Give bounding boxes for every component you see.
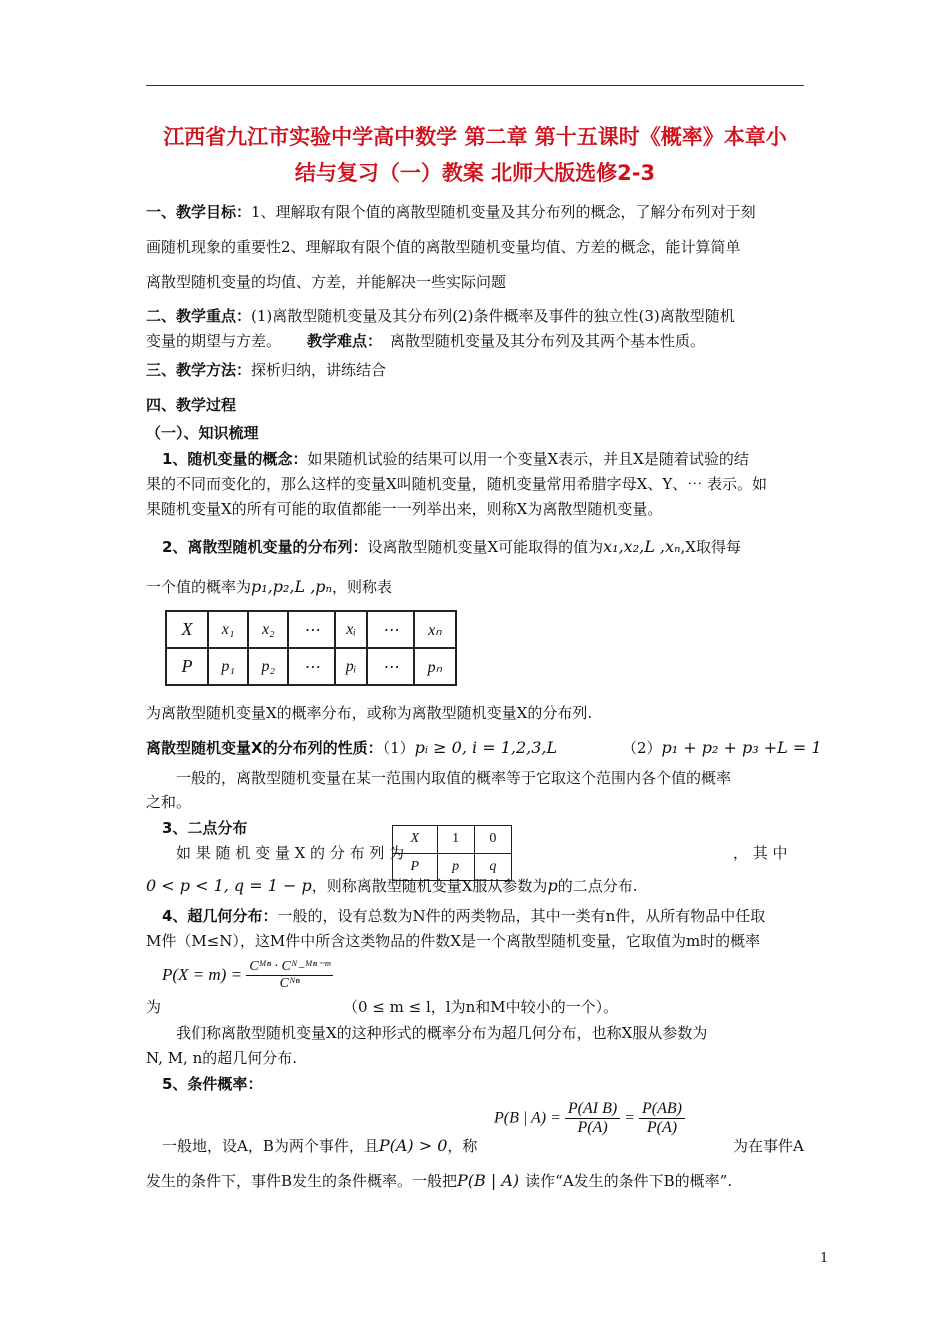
objectives-line3: 离散型随机变量的均值、方差，并能解决一些实际问题: [146, 273, 507, 291]
hyper-numerator: Cᴹⁿ · Cᴺ₋ᴹⁿ⁻ᵐ: [246, 958, 333, 976]
distribution-line2: [146, 577, 806, 597]
distribution-text1: 设离散型随机变量X可能取得的值为: [367, 538, 604, 556]
difficulty-text: 离散型随机变量及其分布列及其两个基本性质。: [390, 332, 706, 350]
knowledge-heading: （一）、知识梳理: [146, 424, 259, 442]
conditional-heading: 5、条件概率：: [162, 1075, 263, 1093]
two-point-text1: 如 果 随 机 变 量 X 的 分 布 列 为: [176, 844, 405, 862]
conditional-text2: 发生的条件下，事件B发生的条件概率。一般把: [146, 1172, 458, 1190]
key-points-text2: 变量的期望与方差。: [146, 332, 282, 350]
conditional-formula: [494, 1100, 685, 1137]
fraction1-numerator: P(AI B): [565, 1100, 620, 1119]
hyper-lhs: P(X = m) =: [162, 965, 243, 984]
hyper-line1: [162, 906, 822, 926]
difficulty-heading: 教学难点：: [307, 332, 383, 350]
distribution-table: [165, 610, 457, 686]
two-point-line2: [146, 876, 806, 896]
property-label1: （1）: [382, 739, 415, 757]
two-point-text1b: ， 其 中: [733, 844, 788, 862]
table-cell: p₁: [208, 648, 248, 685]
methods-line: [146, 360, 806, 380]
objectives-heading: 一、教学目标：: [146, 203, 252, 221]
objectives-line1: [146, 202, 806, 222]
property-formula2: p₁ + p₂ + p₃ +L = 1: [661, 738, 822, 757]
distribution-after: 为离散型随机变量X的概率分布，或称为离散型随机变量X的分布列.: [146, 704, 593, 722]
conditional-lhs: P(B | A) =: [494, 1109, 561, 1127]
hyper-line5: N, M, n的超几何分布.: [146, 1049, 298, 1067]
properties-line1b: [622, 738, 822, 758]
conditional-text1c: 为在事件A: [733, 1137, 804, 1155]
distribution-text2: 一个值的概率为: [146, 578, 252, 596]
p-values: p₁,p₂,L ,pₙ: [251, 577, 333, 596]
table-cell: ⋯: [367, 648, 413, 685]
methods-text: 探析归纳，讲练结合: [251, 361, 387, 379]
hyper-heading: 4、超几何分布：: [162, 907, 278, 925]
conditional-text1: 一般地，设A，B为两个事件，且: [162, 1137, 379, 1155]
random-variable-text1: 如果随机试验的结果可以用一个变量X表示，并且X是随着试验的结: [307, 450, 749, 468]
table-row: [166, 648, 456, 685]
table-cell: pᵢ: [335, 648, 367, 685]
x-values: x₁,x₂,L ,xₙ: [603, 537, 681, 556]
table-cell: xₙ: [414, 611, 456, 648]
table-cell: X: [166, 611, 208, 648]
objectives-text1: 1、理解取有限个值的离散型随机变量及其分布列的概念，了解分布列对于刻: [251, 203, 756, 221]
hyper-line2: M件（M≤N），这M件中所含这类物品的件数X是一个离散型随机变量，它取值为m时的概率: [146, 932, 761, 950]
conditional-pa: P(A) > 0: [378, 1136, 448, 1155]
table-cell: p₂: [248, 648, 288, 685]
random-variable-line2: 果的不同而变化的，那么这样的变量X叫随机变量，随机变量常用希腊字母X、Y、⋯ 表示。如: [146, 475, 768, 493]
hyper-fraction: [246, 958, 333, 992]
table-cell: p: [437, 853, 474, 881]
page-number: 1: [820, 1251, 829, 1266]
conditional-text2b: 读作“A发生的条件下B的概率”.: [525, 1172, 733, 1190]
property-formula1: pᵢ ≥ 0, i = 1,2,3,L: [414, 738, 558, 757]
table-cell: 0: [474, 826, 511, 854]
table-cell: q: [474, 853, 511, 881]
table-cell: ⋯: [288, 648, 334, 685]
properties-heading: 离散型随机变量X的分布列的性质：: [146, 739, 383, 757]
conditional-line2: [146, 1171, 806, 1191]
table-row: [166, 611, 456, 648]
objectives-line2: 画随机现象的重要性2、理解取有限个值的离散型随机变量均值、方差的概念，能计算简单: [146, 238, 741, 256]
methods-heading: 三、教学方法：: [146, 361, 252, 379]
hyper-formula: [162, 958, 333, 992]
two-point-condition: 0 < p < 1, q = 1 − p: [146, 876, 312, 895]
key-points-line1: [146, 306, 806, 326]
fraction1-denominator: P(A): [577, 1119, 608, 1136]
two-point-heading: 3、二点分布: [162, 819, 248, 837]
conditional-fraction2: [639, 1100, 685, 1137]
distribution-text2b: ，则称表: [332, 578, 393, 596]
properties-line3: 之和。: [146, 793, 192, 811]
distribution-heading: 2、离散型随机变量的分布列：: [162, 538, 368, 556]
random-variable-heading: 1、随机变量的概念：: [162, 450, 308, 468]
hyper-line4: 我们称离散型随机变量X的这种形式的概率分布为超几何分布，也称X服从参数为: [176, 1024, 708, 1042]
page-title-line2: 结与复习（一）教案 北师大版选修2-3: [294, 161, 656, 185]
two-point-text2b: 的二点分布.: [557, 877, 638, 895]
header-rule: [146, 85, 804, 86]
equals-sign: =: [624, 1109, 635, 1127]
conditional-pba: P(B | A): [457, 1171, 520, 1190]
properties-line2: 一般的，离散型随机变量在某一范围内取值的概率等于它取这个范围内各个值的概率: [176, 769, 732, 787]
hyper-text1: 一般的，设有总数为N件的两类物品，其中一类有n件，从所有物品中任取: [277, 907, 766, 925]
table-cell: ⋯: [367, 611, 413, 648]
table-cell: x₁: [208, 611, 248, 648]
hyper-cond: （0 ≤ m ≤ l，l为n和M中较小的一个）。: [343, 998, 619, 1016]
fraction2-numerator: P(AB): [639, 1100, 685, 1119]
key-points-text1: (1)离散型随机变量及其分布列(2)条件概率及事件的独立性(3)离散型随机: [251, 307, 735, 325]
distribution-line1: [162, 537, 822, 557]
table-cell: ⋯: [288, 611, 334, 648]
conditional-line1: [162, 1136, 492, 1156]
fraction2-denominator: P(A): [646, 1119, 678, 1136]
table-cell: x₂: [248, 611, 288, 648]
key-points-line2: [146, 331, 806, 351]
table-cell: 1: [437, 826, 474, 854]
two-point-param: p: [547, 876, 558, 895]
two-point-text2: ，则称离散型随机变量X服从参数为: [311, 877, 548, 895]
page-title-line1: 江西省九江市实验中学高中数学 第二章 第十五课时《概率》本章小: [163, 125, 787, 149]
distribution-text1b: ,X取得每: [680, 538, 741, 556]
table-cell: xᵢ: [335, 611, 367, 648]
random-variable-line3: 果随机变量X的所有可能的取值都能一一列举出来，则称X为离散型随机变量。: [146, 500, 663, 518]
random-variable-line1: [162, 449, 822, 469]
conditional-fraction1: [565, 1100, 620, 1137]
table-cell: P: [393, 853, 438, 881]
key-points-heading: 二、教学重点：: [146, 307, 252, 325]
table-cell: P: [166, 648, 208, 685]
conditional-text1b: ，称: [447, 1137, 478, 1155]
hyper-denominator: Cᴺⁿ: [279, 976, 300, 991]
process-heading: 四、教学过程: [146, 396, 237, 414]
table-cell: X: [393, 826, 438, 854]
hyper-wei: 为: [146, 998, 162, 1016]
table-cell: pₙ: [414, 648, 456, 685]
property-label2: （2）: [622, 739, 662, 757]
